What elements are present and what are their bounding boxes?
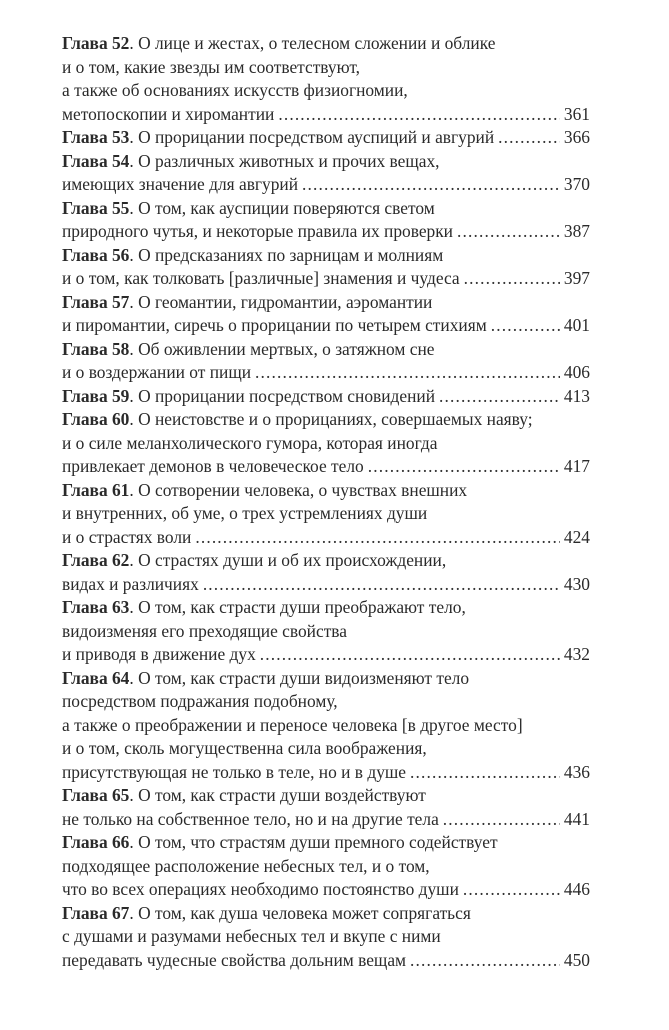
toc-line xyxy=(62,620,590,644)
chapter-label: Глава 61 xyxy=(62,479,130,500)
toc-line xyxy=(62,526,590,550)
dot-leader xyxy=(491,314,560,338)
chapter-label: Глава 57 xyxy=(62,291,130,312)
page-number: 450 xyxy=(563,949,590,970)
toc-line xyxy=(62,878,590,902)
chapter-title-text: посредством подражания подобному, xyxy=(62,691,338,711)
toc-line xyxy=(62,479,590,503)
chapter-title-text: . О том, что страстям души премного содействует xyxy=(129,832,498,852)
chapter-title-text: . О страстях души и об их происхождении, xyxy=(129,550,447,570)
toc-line xyxy=(62,573,590,597)
chapter-label: Глава 55 xyxy=(62,197,130,218)
chapter-title-text: . О том, как ауспиции поверяются светом xyxy=(129,197,435,218)
toc-line xyxy=(62,56,590,80)
toc-line xyxy=(62,502,590,526)
chapter-label: Глава 60 xyxy=(62,409,130,429)
chapter-title-text: природного чутья, и некоторые правила их проверки xyxy=(62,221,453,241)
toc-line xyxy=(62,126,590,150)
dot-leader xyxy=(498,126,560,150)
chapter-title-text: видах и различиях xyxy=(62,573,199,594)
chapter-label: Глава 67 xyxy=(62,902,130,923)
chapter-title-text: присутствующая не только в теле, но и в душе xyxy=(62,761,406,782)
chapter-title-text: имеющих значение для авгурий xyxy=(62,174,299,194)
dot-leader xyxy=(195,526,560,550)
page-number: 436 xyxy=(563,761,590,782)
chapter-title-text: с душами и разумами небесных тел и вкупе с ними xyxy=(62,926,441,946)
table-of-contents xyxy=(62,32,590,972)
toc-line xyxy=(62,361,590,385)
toc-line xyxy=(62,596,590,620)
chapter-title-text: . О неистовстве и о прорицаниях, совершаемых наяву; xyxy=(129,409,533,429)
dot-leader xyxy=(439,385,560,409)
toc-line xyxy=(62,714,590,738)
toc-line xyxy=(62,784,590,808)
dot-leader xyxy=(368,455,560,479)
toc-line xyxy=(62,690,590,714)
chapter-title-text: передавать чудесные свойства дольним вещам xyxy=(62,949,407,970)
page-number: 413 xyxy=(563,385,590,406)
toc-line xyxy=(62,385,590,409)
toc-line xyxy=(62,455,590,479)
chapter-title-text: и о том, какие звезды им соответствуют, xyxy=(62,56,361,77)
chapter-title-text: . О предсказаниях по зарницам и молниям xyxy=(129,244,444,265)
toc-line xyxy=(62,855,590,879)
dot-leader xyxy=(278,103,560,127)
page-number: 417 xyxy=(563,456,590,476)
toc-line xyxy=(62,150,590,174)
toc-entry xyxy=(62,596,590,667)
chapter-title-text: . Об оживлении мертвых, о затяжном сне xyxy=(129,338,435,359)
chapter-label: Глава 58 xyxy=(62,338,130,359)
page-number: 361 xyxy=(563,103,590,124)
toc-entry xyxy=(62,126,590,150)
toc-line xyxy=(62,925,590,949)
page-number: 387 xyxy=(563,221,590,241)
dot-leader xyxy=(410,761,560,785)
dot-leader xyxy=(203,573,560,597)
chapter-label: Глава 62 xyxy=(62,550,130,570)
toc-line xyxy=(62,667,590,691)
toc-line xyxy=(62,761,590,785)
toc-line xyxy=(62,808,590,832)
chapter-title-text: метопоскопии и хиромантии xyxy=(62,103,275,124)
chapter-label: Глава 65 xyxy=(62,785,130,805)
chapter-label: Глава 52 xyxy=(62,33,130,53)
dot-leader xyxy=(260,643,560,667)
chapter-title-text: и о страстях воли xyxy=(62,526,192,547)
toc-entry xyxy=(62,244,590,291)
toc-line xyxy=(62,949,590,973)
chapter-title-text: и приводя в движение дух xyxy=(62,644,256,664)
dot-leader xyxy=(464,267,560,291)
chapter-title-text: . О геомантии, гидромантии, аэромантии xyxy=(129,291,433,312)
chapter-title-text: что во всех операциях необходимо постоянство души xyxy=(62,879,459,899)
chapter-title-text: и о силе меланхолического гумора, которая иногда xyxy=(62,432,438,453)
toc-line xyxy=(62,737,590,761)
toc-line xyxy=(62,173,590,197)
chapter-title-text: . О сотворении человека, о чувствах внешних xyxy=(129,479,468,500)
page-number: 432 xyxy=(563,644,590,664)
page-number: 406 xyxy=(563,362,590,382)
toc-line xyxy=(62,432,590,456)
toc-line xyxy=(62,220,590,244)
dot-leader xyxy=(463,878,560,902)
toc-line xyxy=(62,831,590,855)
toc-line xyxy=(62,291,590,315)
toc-line xyxy=(62,267,590,291)
toc-line xyxy=(62,549,590,573)
toc-entry xyxy=(62,549,590,596)
toc-line xyxy=(62,197,590,221)
chapter-label: Глава 54 xyxy=(62,150,130,171)
chapter-title-text: и о воздержании от пищи xyxy=(62,362,252,382)
chapter-title-text: . О прорицании посредством сновидений xyxy=(129,385,436,406)
dot-leader xyxy=(457,220,560,244)
page-number: 424 xyxy=(563,526,590,547)
chapter-title-text: видоизменяя его преходящие свойства xyxy=(62,620,347,641)
chapter-title-text: . О прорицании посредством ауспиций и авгурий xyxy=(129,127,495,147)
toc-entry xyxy=(62,338,590,385)
toc-line xyxy=(62,79,590,103)
toc-entry xyxy=(62,32,590,126)
chapter-title-text: . О лице и жестах, о телесном сложении и облике xyxy=(129,33,496,53)
page-number: 366 xyxy=(563,127,590,147)
chapter-title-text: и внутренних, об уме, о трех устремлениях души xyxy=(62,503,428,523)
chapter-label: Глава 56 xyxy=(62,244,130,265)
chapter-title-text: подходящее расположение небесных тел, и о том, xyxy=(62,855,430,876)
chapter-title-text: и о том, как толковать [различные] знамения и чудеса xyxy=(62,268,460,288)
toc-entry xyxy=(62,291,590,338)
dot-leader xyxy=(443,808,560,832)
chapter-label: Глава 59 xyxy=(62,385,130,406)
page-number: 441 xyxy=(563,808,590,829)
chapter-title-text: . О том, как страсти души воздействуют xyxy=(129,785,426,805)
toc-entry xyxy=(62,197,590,244)
chapter-label: Глава 66 xyxy=(62,832,130,852)
chapter-label: Глава 63 xyxy=(62,597,130,617)
toc-entry xyxy=(62,831,590,902)
toc-line xyxy=(62,103,590,127)
dot-leader xyxy=(410,949,560,973)
dot-leader xyxy=(255,361,560,385)
chapter-label: Глава 53 xyxy=(62,127,130,147)
toc-entry xyxy=(62,385,590,409)
toc-line xyxy=(62,338,590,362)
toc-line xyxy=(62,314,590,338)
toc-entry xyxy=(62,479,590,550)
toc-line xyxy=(62,408,590,432)
page-number: 401 xyxy=(563,315,590,335)
chapter-title-text: не только на собственное тело, но и на другие тела xyxy=(62,808,439,829)
chapter-title-text: . О том, как страсти души видоизменяют тело xyxy=(129,667,470,688)
dot-leader xyxy=(302,173,560,197)
toc-entry xyxy=(62,150,590,197)
chapter-title-text: а также об основаниях искусств физиогномии, xyxy=(62,80,408,100)
toc-entry xyxy=(62,902,590,973)
page-number: 430 xyxy=(563,573,590,594)
page-number: 397 xyxy=(563,268,590,288)
chapter-title-text: и пиромантии, сиречь о прорицании по четырем стихиям xyxy=(62,315,487,335)
toc-entry xyxy=(62,667,590,785)
toc-entry xyxy=(62,784,590,831)
toc-line xyxy=(62,244,590,268)
chapter-title-text: . О том, как душа человека может сопрягаться xyxy=(129,902,471,923)
chapter-label: Глава 64 xyxy=(62,667,130,688)
page-number: 370 xyxy=(563,174,590,194)
chapter-title-text: . О различных животных и прочих вещах, xyxy=(129,150,440,171)
toc-line xyxy=(62,32,590,56)
toc-line xyxy=(62,643,590,667)
chapter-title-text: привлекает демонов в человеческое тело xyxy=(62,456,364,476)
chapter-title-text: а также о преображении и переносе человека [в другое место] xyxy=(62,714,523,735)
chapter-title-text: . О том, как страсти души преображают тело, xyxy=(129,597,466,617)
page-number: 446 xyxy=(563,879,590,899)
chapter-title-text: и о том, сколь могущественна сила воображения, xyxy=(62,738,427,758)
toc-entry xyxy=(62,408,590,479)
toc-line xyxy=(62,902,590,926)
